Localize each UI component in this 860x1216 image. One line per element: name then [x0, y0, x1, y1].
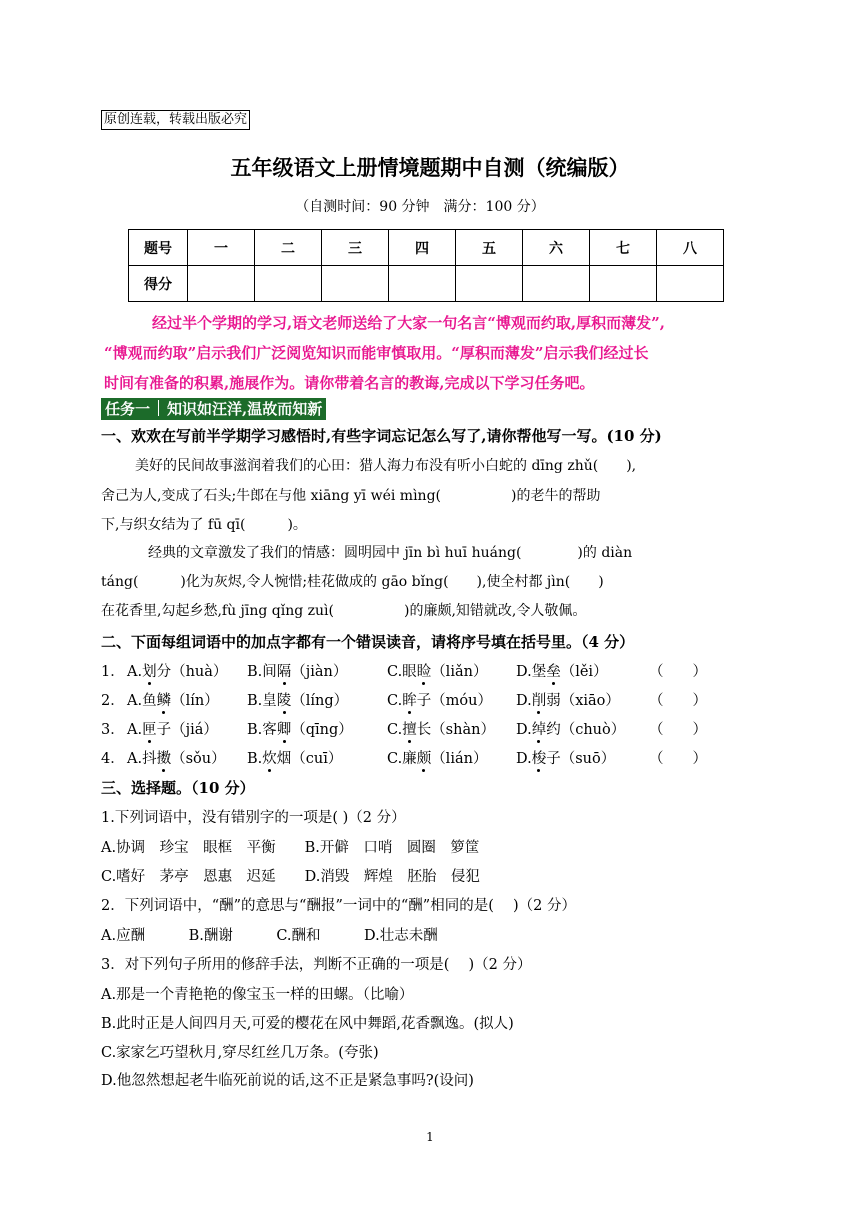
item-number: 1． [101, 664, 125, 680]
intro-line-3: 时间有准备的积累,施展作为。请你带着名言的教诲,完成以下学习任务吧。 [104, 374, 595, 392]
score-table [128, 229, 724, 302]
score-cell [523, 266, 590, 302]
section-1-line: 美好的民间故事滋润着我们的心田：猎人海力布没有听小白蛇的 dīng zhǔ( ), [135, 458, 637, 474]
item-number: 2． [101, 693, 125, 709]
section-1-heading: 一、欢欢在写前半学期学习感悟时,有些字词忘记怎么写了,请你帮他写一写。(10 分) [101, 427, 662, 445]
page-title: 五年级语文上册情境题期中自测（统编版） [230, 155, 630, 180]
option-c: C.擅长（shàn） [387, 718, 495, 739]
copyright-notice: 原创连载，转载出版必究 [101, 110, 250, 130]
option-a: A.抖擞（sǒu） [127, 747, 226, 768]
section-1-line: 舍己为人,变成了石头;牛郎在与他 xiāng yī wéi mìng( )的老牛的帮助 [101, 488, 601, 504]
question-3-option-c: C.家家乞巧望秋月,穿尽红丝几万条。(夸张) [101, 1045, 379, 1061]
score-table-header-row [129, 230, 724, 266]
option-b: B.间隔（jiàn） [247, 660, 347, 681]
answer-blank[interactable]: （ ） [649, 722, 707, 738]
option-b: B.客卿（qīng） [247, 718, 353, 739]
score-col-7: 七 [590, 230, 657, 266]
task-one-text: 知识如汪洋,温故而知新 [167, 400, 323, 418]
option-b: B.炊烟（cuī） [247, 747, 342, 768]
score-col-1: 一 [188, 230, 255, 266]
score-col-3: 三 [322, 230, 389, 266]
intro-paragraph [104, 308, 764, 398]
question-3-option-d: D.他忽然想起老牛临死前说的话,这不正是紧急事吗?(设问) [101, 1073, 474, 1089]
score-cell [657, 266, 724, 302]
section-2-heading: 二、下面每组词语中的加点字都有一个错误读音，请将序号填在括号里。（4 分） [101, 633, 635, 651]
option-a: A.匣子（jiá） [127, 718, 218, 739]
section-1-line: táng( )化为灰烬,令人惋惜;桂花做成的 gāo bǐng( ),使全村都 jìn( ) [101, 574, 604, 590]
question-3: 3．对下列句子所用的修辞手法，判断不正确的一项是( )（2 分） [101, 957, 532, 973]
score-cell [389, 266, 456, 302]
section-1-line: 下,与织女结为了 fū qī( )。 [101, 517, 307, 533]
score-col-2: 二 [255, 230, 322, 266]
option-a: A.划分（huà） [127, 660, 227, 681]
option-d: D.堡垒（lěi） [516, 660, 608, 681]
page-subtitle: （自测时间：90 分钟 满分：100 分） [295, 199, 545, 215]
score-col-8: 八 [657, 230, 724, 266]
question-2: 2．下列词语中，“酬”的意思与“酬报”一词中的“酬”相同的是( )（2 分） [101, 898, 576, 914]
section-3-heading: 三、选择题。（10 分） [101, 779, 255, 797]
score-col-5: 五 [456, 230, 523, 266]
task-one-banner [101, 398, 326, 420]
option-d: D.绰约（chuò） [516, 718, 625, 739]
score-col-4: 四 [389, 230, 456, 266]
option-c: C.廉颇（lián） [387, 747, 487, 768]
answer-blank[interactable]: （ ） [649, 751, 707, 767]
option-b: B.皇陵（líng） [247, 689, 348, 710]
score-cell [590, 266, 657, 302]
task-one-label: 任务一 [105, 400, 151, 418]
question-1: 1.下列词语中，没有错别字的一项是( )（2 分） [101, 810, 406, 826]
question-1-options-ab: A.协调 珍宝 眼框 平衡 B.开僻 口哨 圆圈 箩筐 [101, 840, 480, 856]
option-a: A.鱼鳞（lín） [127, 689, 219, 710]
question-1-options-cd: C.嗜好 茅亭 恩惠 迟延 D.消毁 辉煌 胚胎 侵犯 [101, 869, 480, 885]
option-d: D.梭子（suō） [516, 747, 615, 768]
question-3-option-b: B.此时正是人间四月天,可爱的樱花在风中舞蹈,花香飘逸。(拟人) [101, 1016, 514, 1032]
score-cell [188, 266, 255, 302]
option-c: C.眸子（móu） [387, 689, 492, 710]
task-separator [158, 400, 159, 416]
score-cell [456, 266, 523, 302]
section-1-line: 经典的文章激发了我们的情感：圆明园中 jīn bì huī huáng( )的 diàn [148, 545, 633, 561]
score-table-row2-label: 得分 [129, 266, 188, 302]
intro-line-2: “博观而约取”启示我们广泛阅览知识而能审慎取用。“厚积而薄发”启示我们经过长 [104, 344, 649, 362]
score-table-score-row [129, 266, 724, 302]
score-col-6: 六 [523, 230, 590, 266]
section-1-line: 在花香里,勾起乡愁,fù jīng qǐng zuì( )的廉颇,知错就改,令人敬佩。 [101, 603, 587, 619]
answer-blank[interactable]: （ ） [649, 664, 707, 680]
section-2-item-4 [101, 747, 721, 768]
item-number: 3． [101, 722, 125, 738]
question-3-option-a: A.那是一个青艳艳的像宝玉一样的田螺。（比喻） [101, 987, 414, 1003]
question-2-options: A.应酬 B.酬谢 C.酬和 D.壮志未酬 [101, 928, 438, 944]
answer-blank[interactable]: （ ） [649, 693, 707, 709]
section-2-item-3 [101, 718, 721, 739]
section-2-item-1 [101, 660, 721, 681]
score-table-row1-label: 题号 [129, 230, 188, 266]
score-cell [322, 266, 389, 302]
intro-line-1: 经过半个学期的学习,语文老师送给了大家一句名言“博观而约取,厚积而薄发”, [152, 314, 665, 332]
option-c: C.眼睑（liǎn） [387, 660, 487, 681]
score-cell [255, 266, 322, 302]
item-number: 4． [101, 751, 125, 767]
section-2-item-2 [101, 689, 721, 710]
option-d: D.削弱（xiāo） [516, 689, 620, 710]
page-number: 1 [426, 1130, 434, 1144]
